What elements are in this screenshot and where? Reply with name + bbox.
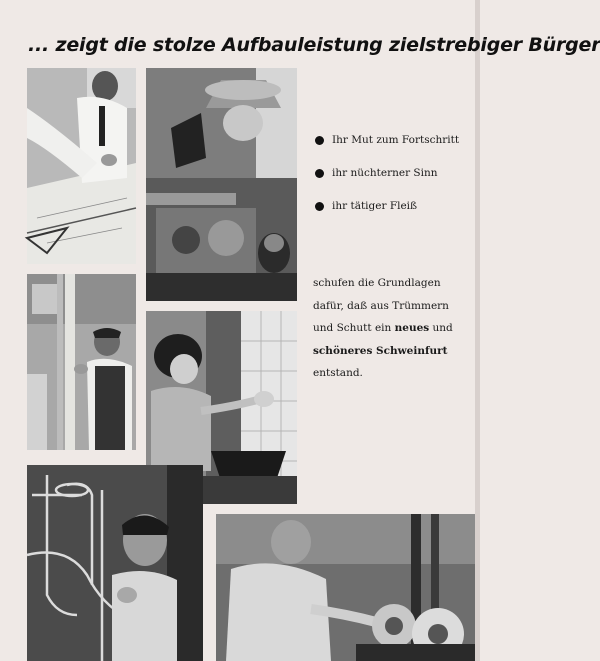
body-paragraph (313, 272, 453, 385)
photo-draftsman (27, 68, 136, 264)
bullet-text: ihr tätiger Fleiß (332, 200, 418, 212)
bullet-dot-icon (315, 202, 324, 211)
photo-grinding-worker (216, 514, 475, 661)
body-line: schufen die Grundlagen (313, 277, 441, 289)
body-text: und Schutt ein (313, 322, 395, 334)
body-line: dafür, daß aus Trümmern (313, 299, 449, 312)
bullet-item (315, 134, 459, 146)
body-emphasis: neues (394, 322, 430, 334)
photo-machine-worker (146, 68, 297, 301)
page-edge (475, 0, 480, 661)
bullet-item (315, 167, 459, 179)
body-line (313, 317, 453, 340)
bullet-dot-icon (315, 136, 324, 145)
body-line: entstand. (313, 367, 363, 379)
bullet-dot-icon (315, 169, 324, 178)
bullet-item (315, 200, 459, 212)
bullet-text: Ihr Mut zum Fortschritt (332, 134, 460, 146)
photo-carpenter (27, 274, 136, 450)
bullet-text: ihr nüchterner Sinn (332, 167, 438, 179)
bullet-list (315, 134, 459, 233)
body-emphasis-line: schöneres Schweinfurt (313, 344, 448, 357)
photo-lab-glassworker (27, 465, 203, 661)
page-title: ... zeigt die stolze Aufbauleistung zielstrebiger Bürger (28, 34, 600, 56)
body-text: und (429, 322, 453, 334)
